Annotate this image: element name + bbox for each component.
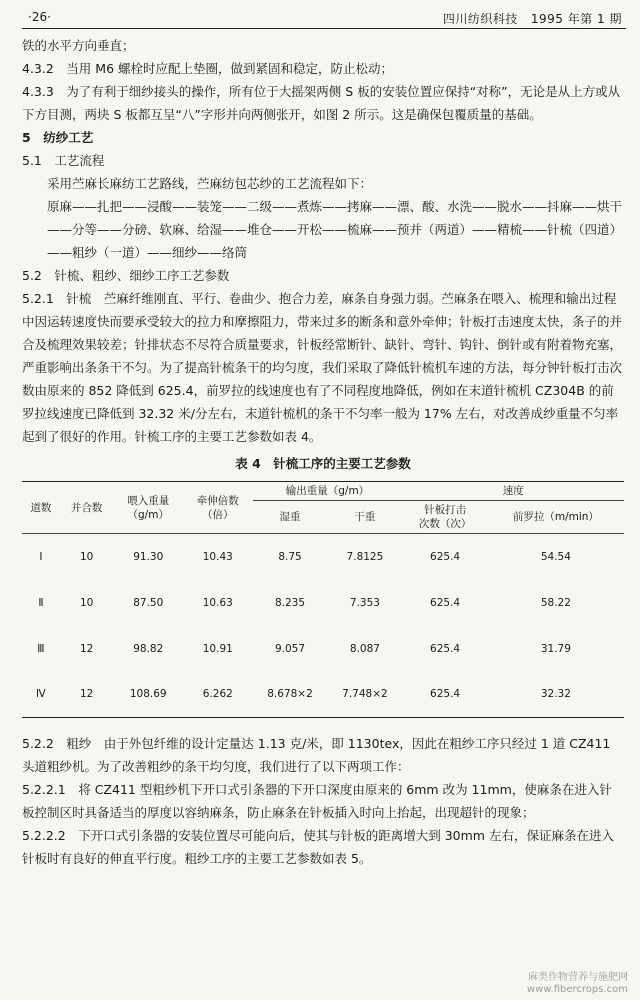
cell-draft: 10.43 [202, 550, 233, 563]
col-feed-weight-label: 喂入重量 [127, 494, 170, 507]
section-heading-5-1: 5.1 工艺流程 [22, 153, 105, 168]
cell-doubling: 12 [79, 642, 94, 655]
table-row [22, 672, 624, 718]
cell-roller: 58.22 [540, 596, 571, 609]
paragraph-continued: 铁的水平方向垂直； [22, 38, 135, 53]
col-draft-label: 牵伸倍数 [196, 494, 239, 507]
cell-pass: Ⅲ [37, 642, 45, 655]
paragraph-5-2-2: 5.2.2 粗纱 由于外包纤维的设计定量达 1.13 克/米，即 1130tex，因此在粗纱工序只经过 1 道 CZ411 头道粗纱机。为了改善粗纱的条干均匀度，我们进行了以下两项工作： [22, 736, 611, 774]
running-header [22, 6, 626, 29]
article-body [22, 34, 624, 870]
paragraph-4-3-2: 4.3.2 当用 M6 螺栓时应配上垫圈，做到紧固和稳定，防止松动； [22, 61, 393, 76]
table-row [22, 580, 624, 626]
issue-number: 1995 年第 1 期 [530, 12, 622, 26]
cell-dry: 7.353 [349, 596, 380, 609]
col-feed-weight [113, 482, 183, 534]
col-pin-strikes-unit: 次数（次） [418, 518, 472, 530]
cell-doubling: 10 [79, 596, 94, 609]
col-pass: 道数 [22, 482, 60, 534]
col-doubling: 并合数 [60, 482, 114, 534]
paragraph-5-2-2-1: 5.2.2.1 将 CZ411 型粗纱机下开口式引条器的下开口深度由原来的 6mm 改为 11mm，使麻条在进入针板控制区时具备适当的厚度以容纳麻条，防止麻条在针板插入时向上抬起，出现超针的现象； [22, 782, 612, 820]
col-feed-weight-unit: （g/m） [127, 508, 169, 521]
paragraph-5-2-1: 5.2.1 针梳 苎麻纤维刚直、平行、卷曲少、抱合力差，麻条自身强力弱。苎麻条在喂入、梳理和输出过程中因运转速度快而要承受较大的拉力和摩擦阻力，带来过多的断条和意外牵伸；针板打击速度太快，条子的并合及梳理效果较差；针排状态不尽符合质量要求，针板经常断针、缺针、弯针、钩针、倒针或有附着物充塞，严重影响出条条干不匀。为了提高针梳条干的均匀度，我们采取了降低针梳机车速的方法，每分钟针板打击次数由原来的 852 降低到 625.4，前罗拉的线速度也有了不同程度地降低，例如在末道针梳机 CZ304B 的前罗拉线速度已降低到 32.32 米/分左右，末道针梳机的条干不匀率一般为 17% 左右，对改善成纱重量不匀率起到了很好的作用。针梳工序的主要工艺参数如表 4。 [22, 291, 623, 444]
cell-feed: 91.30 [133, 550, 164, 563]
cell-wet: 8.678×2 [253, 672, 328, 718]
page-number: ·26· [28, 10, 51, 24]
section-heading-5-2: 5.2 针梳、粗纱、细纱工序工艺参数 [22, 268, 230, 283]
col-front-roller: 前罗拉（m/min） [488, 501, 624, 534]
journal-name: 四川纺织科技 [442, 12, 518, 26]
paragraph-5-2-2-2: 5.2.2.2 下开口式引条器的安装位置尽可能向后，使其与针板的距离增大到 30mm 左右，保证麻条在进入针板时有良好的伸直平行度。粗纱工序的主要工艺参数如表 5。 [22, 828, 614, 866]
section-heading-5: 5 纺纱工艺 [22, 130, 94, 145]
cell-dry: 7.8125 [346, 550, 384, 563]
paragraph-4-3-3: 4.3.3 为了有利于细纱接头的操作，所有位于大摇架两侧 S 板的安装位置应保持“对称”，无论是从上方或从下方目测，两块 S 板都互呈“八”字形并向两侧张开，如图 2 所示。这是确保包覆质量的基础。 [22, 84, 621, 122]
cell-wet: 9.057 [274, 642, 306, 655]
col-wet: 湿重 [253, 501, 328, 534]
parameter-table [22, 481, 624, 718]
cell-wet: 8.75 [278, 550, 302, 563]
cell-strikes: 625.4 [430, 596, 461, 609]
cell-strikes: 625.4 [430, 642, 461, 655]
cell-strikes: 625.4 [402, 672, 487, 718]
cell-dry: 7.748×2 [327, 672, 402, 718]
col-pin-strikes [402, 501, 487, 534]
cell-feed: 87.50 [133, 596, 164, 609]
cell-roller: 32.32 [488, 672, 624, 718]
watermark-url: www.fibercrops.com [526, 984, 628, 995]
cell-doubling: 12 [60, 672, 114, 718]
cell-pass: Ⅱ [38, 596, 44, 609]
process-flow: 原麻——扎把——浸酸——装笼——二级——煮炼——拷麻——漂、酸、水洗——脱水——抖麻——烘干——分等——分磅、软麻、给湿——堆仓——开松——梳麻——预并（两道）——精梳——针梳（四道）——粗纱（一道）——细纱——络筒 [47, 199, 623, 260]
table-row [22, 626, 624, 672]
cell-draft: 6.262 [183, 672, 253, 718]
cell-pass: Ⅰ [39, 550, 43, 563]
table-caption: 表 4 针梳工序的主要工艺参数 [235, 456, 411, 471]
cell-draft: 10.63 [202, 596, 233, 609]
watermark [527, 972, 628, 996]
col-speed: 速度 [402, 482, 624, 501]
cell-doubling: 10 [79, 550, 94, 563]
col-draft-unit: （倍） [202, 508, 234, 521]
cell-roller: 31.79 [540, 642, 571, 655]
cell-wet: 8.235 [274, 596, 306, 609]
col-dry: 干重 [327, 501, 402, 534]
cell-feed: 108.69 [113, 672, 183, 718]
journal-issue [443, 10, 622, 27]
col-output-weight: 输出重量（g/m） [253, 482, 403, 501]
cell-feed: 98.82 [133, 642, 164, 655]
table-row [22, 534, 624, 580]
paragraph-5-1: 采用苎麻长麻纺工艺路线，苎麻纺包芯纱的工艺流程如下： [47, 176, 373, 191]
cell-roller: 54.54 [540, 550, 571, 563]
cell-draft: 10.91 [202, 642, 233, 655]
col-draft [183, 482, 253, 534]
cell-strikes: 625.4 [430, 550, 461, 563]
watermark-site-name: 麻类作物营养与施肥网 [528, 972, 628, 983]
cell-pass: Ⅳ [22, 672, 60, 718]
cell-dry: 8.087 [349, 642, 380, 655]
col-pin-strikes-label: 针板打击 [424, 504, 467, 516]
